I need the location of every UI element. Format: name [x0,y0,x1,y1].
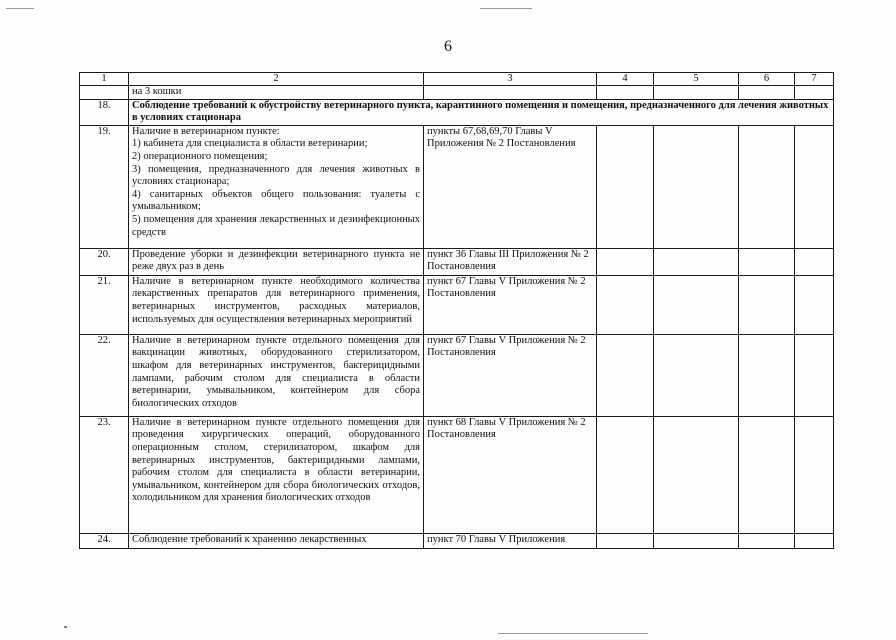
requirement-cell [129,275,424,334]
section-number: 18. [80,99,129,125]
column-header: 4 [597,73,654,86]
empty-cell [654,86,739,100]
row-number-cell: 19. [80,125,129,248]
row-number-cell: 23. [80,416,129,533]
empty-cell [424,86,597,100]
requirement-cell [129,334,424,416]
column-header: 5 [654,73,739,86]
column-header: 2 [129,73,424,86]
page-number: 6 [444,38,452,55]
continuation-row [80,86,834,100]
empty-cell [795,248,834,275]
checklist-table [79,72,834,549]
requirement-cell [129,533,424,548]
row-number-cell [80,86,129,100]
empty-cell [654,275,739,334]
scan-artifact-top-left [6,8,34,9]
empty-cell [739,125,795,248]
table-row [80,533,834,548]
requirement-line: Соблюдение требований к хранению лекарственных [132,533,367,545]
requirement-line: 1) кабинета для специалиста в области ветеринарии; [132,138,368,150]
empty-cell [654,533,739,548]
section-row [80,99,834,125]
empty-cell [597,416,654,533]
row-number-cell: 20. [80,248,129,275]
empty-cell [739,334,795,416]
legal-reference-cell: пункт 36 Главы III Приложения № 2 Постановления [424,248,597,275]
scan-speck [64,626,67,628]
section-title: Соблюдение требований к обустройству ветеринарного пункта, карантинного помещения и помещения, предназначенного для лечения животных в условиях стационара [129,99,834,125]
column-header: 3 [424,73,597,86]
empty-cell [795,334,834,416]
empty-cell [795,125,834,248]
column-header: 6 [739,73,795,86]
empty-cell [654,248,739,275]
row-number-cell: 21. [80,275,129,334]
table-row [80,334,834,416]
requirement-line: Наличие в ветеринарном пункте необходимого количества лекарственных препаратов для ветеринарного применения, ветеринарных инструментов, расходных материалов, используемых для осуществления ветеринарных мероприятий [132,275,420,325]
requirement-line: 5) помещения для хранения лекарственных и дезинфекционных средств [132,213,420,238]
requirement-line: Проведение уборки и дезинфекции ветеринарного пункта не реже двух раз в день [132,248,420,273]
empty-cell [795,86,834,100]
table-row [80,248,834,275]
empty-cell [597,125,654,248]
empty-cell [795,275,834,334]
legal-reference-cell: пункт 67 Главы V Приложения № 2 Постановления [424,334,597,416]
continuation-text: на 3 кошки [129,86,424,100]
empty-cell [654,416,739,533]
table-header-row [80,73,834,86]
empty-cell [597,275,654,334]
column-header: 1 [80,73,129,86]
requirement-line: Наличие в ветеринарном пункте отдельного помещения для проведения хирургических операций, оборудованного операционным столом, стерилизатором, шкафом для ветеринарных инструментов, бактерицидными лампами, рабочим столом для специалиста в области ветеринарии, умывальником, контейнером для сбора биологических отходов, холодильником для хранения биологических отходов [132,416,420,504]
empty-cell [597,533,654,548]
legal-reference-cell: пункт 68 Главы V Приложения № 2 Постановления [424,416,597,533]
empty-cell [795,533,834,548]
legal-reference-cell: пункт 70 Главы V Приложения [424,533,597,548]
row-number-cell: 22. [80,334,129,416]
requirement-cell [129,416,424,533]
empty-cell [597,334,654,416]
requirement-line: 4) санитарных объектов общего пользования: туалеты с умывальником; [132,188,420,213]
requirement-line: Наличие в ветеринарном пункте отдельного помещения для вакцинации животных, оборудованного стерилизатором, шкафом для ветеринарных инструментов, бактерицидными лампами, рабочим столом для специалиста в области ветеринарии, умывальником, контейнером для сбора биологических отходов [132,334,420,409]
empty-cell [739,533,795,548]
requirement-cell [129,125,424,248]
requirement-line: Наличие в ветеринарном пункте: [132,125,280,137]
empty-cell [739,416,795,533]
requirement-cell [129,248,424,275]
scan-artifact-bottom-right [498,633,648,634]
empty-cell [739,86,795,100]
legal-reference-cell: пункт 67 Главы V Приложения № 2 Постановления [424,275,597,334]
empty-cell [654,334,739,416]
scan-artifact-top-center [480,8,532,9]
empty-cell [654,125,739,248]
table-row [80,275,834,334]
table-row [80,416,834,533]
column-header: 7 [795,73,834,86]
empty-cell [739,248,795,275]
empty-cell [739,275,795,334]
legal-reference-cell: пункты 67,68,69,70 Главы V Приложения № 2 Постановления [424,125,597,248]
table-row [80,125,834,248]
empty-cell [597,86,654,100]
requirement-line: 3) помещения, предназначенного для лечения животных в условиях стационара; [132,163,420,188]
row-number-cell: 24. [80,533,129,548]
requirement-line: 2) операционного помещения; [132,150,268,162]
empty-cell [597,248,654,275]
empty-cell [795,416,834,533]
